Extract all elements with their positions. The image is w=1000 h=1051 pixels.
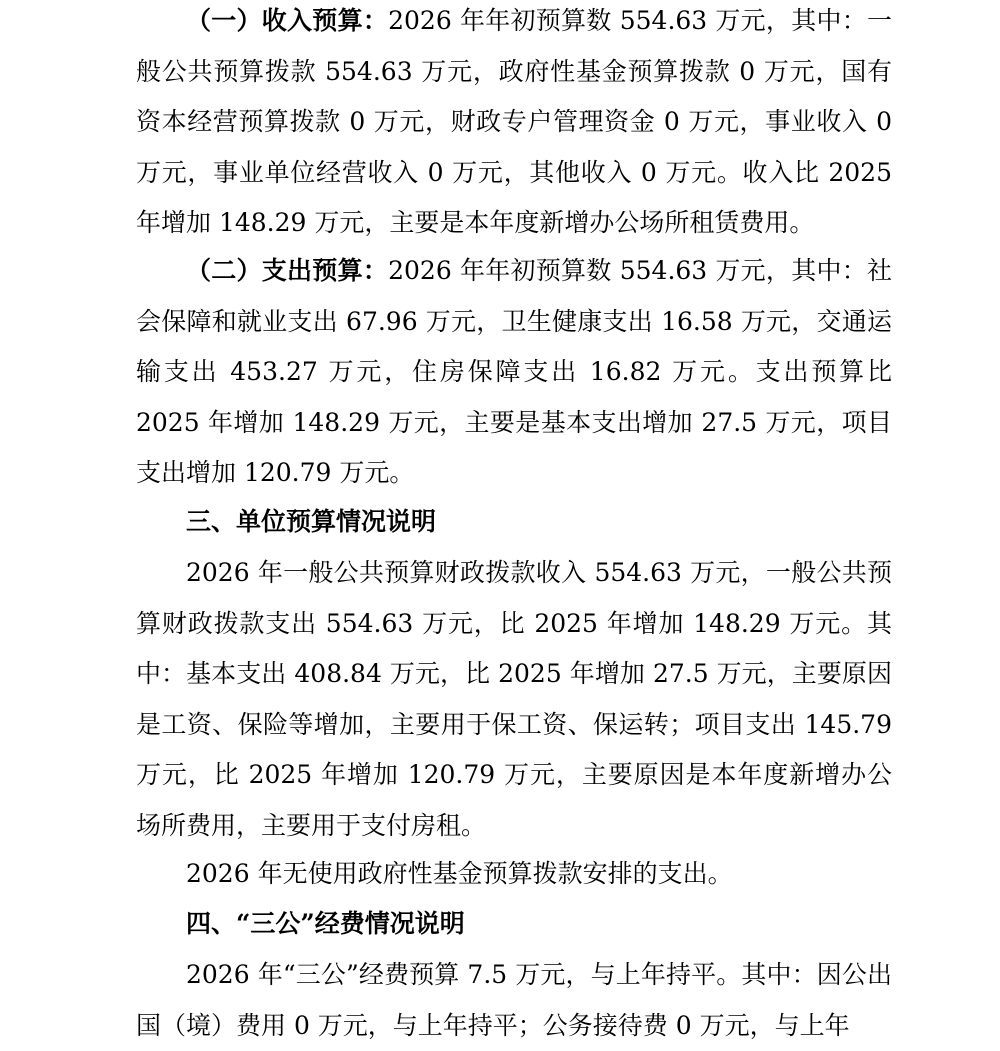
section-4-paragraph-1: 2026 年“三公”经费预算 7.5 万元，与上年持平。其中：因公出国（境）费用 0 万元，与上年持平；公务接待费 0 万元，与上年 bbox=[136, 960, 892, 1040]
section-3-heading: 三、单位预算情况说明 bbox=[186, 507, 437, 536]
income-budget-text: 2026 年年初预算数 554.63 万元，其中：一般公共预算拨款 554.63 万元，政府性基金预算拨款 0 万元，国有资本经营预算拨款 0 万元，财政专户管理资金 0 万元，事业收入 0 万元，事业单位经营收入 0 万元，其他收入 0 万元。收入比 2025 年增加 148.29 万元，主要是本年度新增办公场所租赁费用。 bbox=[136, 6, 892, 237]
section-4-heading: 四、“三公”经费情况说明 bbox=[186, 909, 465, 938]
income-budget-lead: （一）收入预算： bbox=[186, 6, 389, 35]
expenditure-budget-lead: （二）支出预算： bbox=[186, 256, 389, 285]
section-3-paragraph-2: 2026 年无使用政府性基金预算拨款安排的支出。 bbox=[186, 859, 733, 888]
income-budget-paragraph bbox=[136, 0, 892, 249]
expenditure-budget-text: 2026 年年初预算数 554.63 万元，其中：社会保障和就业支出 67.96 万元，卫生健康支出 16.58 万元，交通运输支出 453.27 万元，住房保障支出 16.82 万元。支出预算比 2025 年增加 148.29 万元，主要是基本支出增加 27.5 万元，项目支出增加 120.79 万元。 bbox=[136, 256, 892, 487]
section-3-paragraph-1: 2026 年一般公共预算财政拨款收入 554.63 万元，一般公共预算财政拨款支出 554.63 万元，比 2025 年增加 148.29 万元。其中：基本支出 408.84 万元，比 2025 年增加 27.5 万元，主要原因是工资、保险等增加，主要用于保工资、保运转；项目支出 145.79 万元，比 2025 年增加 120.79 万元，主要原因是本年度新增办公场所费用，主要用于支付房租。 bbox=[136, 558, 892, 840]
expenditure-budget-paragraph bbox=[136, 246, 892, 499]
